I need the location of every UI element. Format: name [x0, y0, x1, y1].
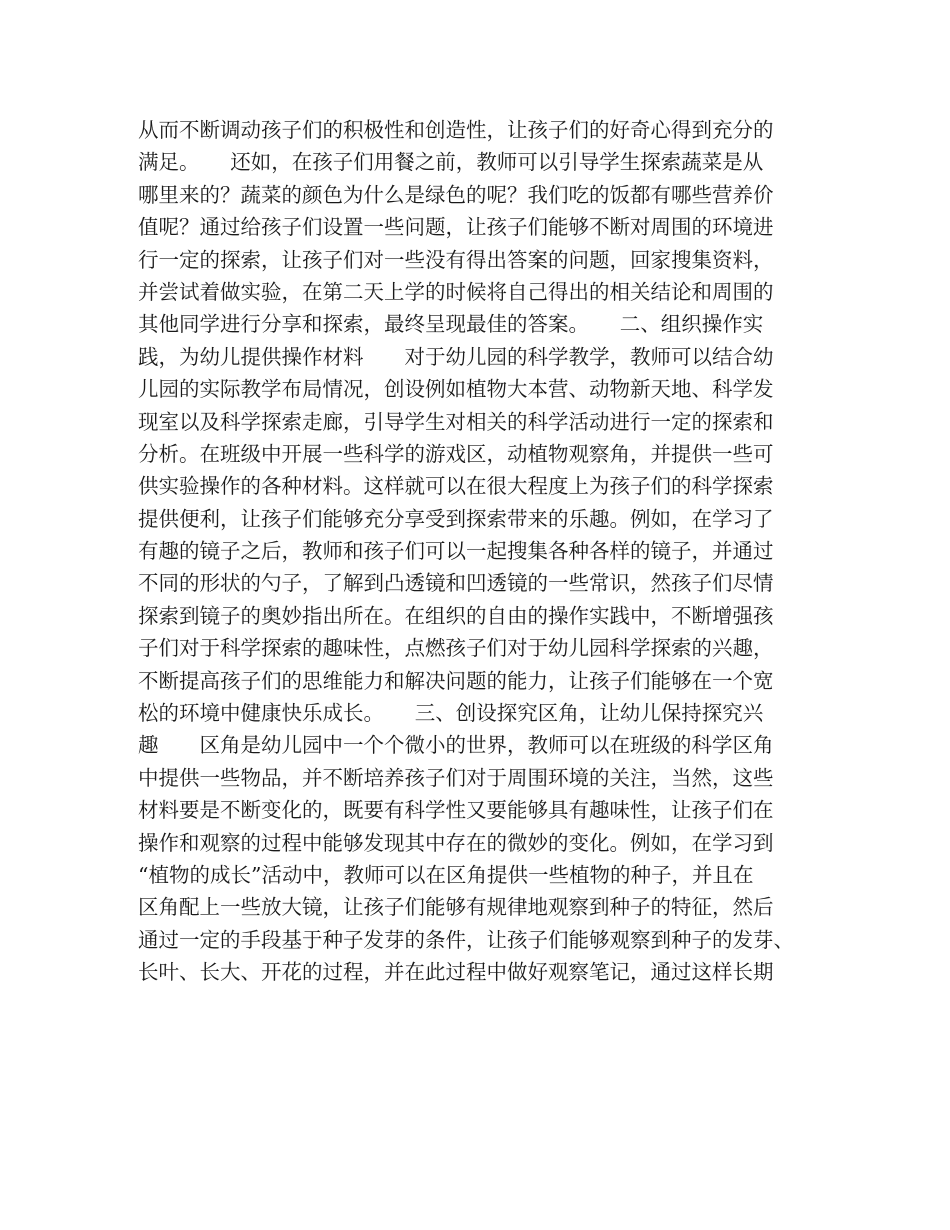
text-line: 分析。在班级中开展一些科学的游戏区，动植物观察角，并提供一些可: [138, 441, 774, 466]
text-line: 值呢？通过给孩子们设置一些问题，让孩子们能够不断对周围的环境进: [138, 215, 774, 240]
text-line: 不断提高孩子们的思维能力和解决问题的能力，让孩子们能够在一个宽: [138, 668, 774, 693]
text-line: 现室以及科学探索走廊，引导学生对相关的科学活动进行一定的探索和: [138, 409, 774, 434]
text-line: 趣 区角是幼儿园中一个个微小的世界，教师可以在班级的科学区角: [138, 733, 774, 758]
text-line: 通过一定的手段基于种子发芽的条件，让孩子们能够观察到种子的发芽、: [138, 927, 794, 952]
text-line: “植物的成长”活动中，教师可以在区角提供一些植物的种子，并且在: [138, 862, 754, 887]
text-line: 区角配上一些放大镜，让孩子们能够有规律地观察到种子的特征，然后: [138, 895, 774, 920]
text-line: 哪里来的？蔬菜的颜色为什么是绿色的呢？我们吃的饭都有哪些营养价: [138, 182, 774, 207]
text-line: 探索到镜子的奥妙指出所在。在组织的自由的操作实践中，不断增强孩: [138, 603, 774, 628]
text-line: 操作和观察的过程中能够发现其中存在的微妙的变化。例如，在学习到: [138, 830, 774, 855]
text-line: 子们对于科学探索的趣味性，点燃孩子们对于幼儿园科学探索的兴趣，: [138, 636, 774, 661]
text-line: 儿园的实际教学布局情况，创设例如植物大本营、动物新天地、科学发: [138, 377, 774, 402]
text-line: 从而不断调动孩子们的积极性和创造性，让孩子们的好奇心得到充分的: [138, 118, 774, 142]
text-line: 有趣的镜子之后，教师和孩子们可以一起搜集各种各样的镜子，并通过: [138, 539, 774, 564]
text-line: 并尝试着做实验，在第二天上学的时候将自己得出的相关结论和周围的: [138, 279, 774, 304]
text-line: 不同的形状的勺子，了解到凸透镜和凹透镜的一些常识，然孩子们尽情: [138, 571, 774, 596]
text-line: 长叶、长大、开花的过程，并在此过程中做好观察笔记，通过这样长期: [138, 960, 774, 985]
text-line: 提供便利，让孩子们能够充分享受到探索带来的乐趣。例如，在学习了: [138, 506, 774, 531]
text-line: 中提供一些物品，并不断培养孩子们对于周围环境的关注，当然，这些: [138, 765, 774, 790]
text-line: 满足。 还如，在孩子们用餐之前，教师可以引导学生探索蔬菜是从: [138, 150, 764, 175]
text-line: 供实验操作的各种材料。这样就可以在很大程度上为孩子们的科学探索: [138, 474, 774, 499]
text-line: 行一定的探索，让孩子们对一些没有得出答案的问题，回家搜集资料，: [138, 247, 774, 272]
text-line: 其他同学进行分享和探索，最终呈现最佳的答案。 二、组织操作实: [138, 312, 764, 337]
body-text: [138, 114, 828, 989]
text-line: 践，为幼儿提供操作材料 对于幼儿园的科学教学，教师可以结合幼: [138, 344, 774, 369]
text-line: 材料要是不断变化的，既要有科学性又要能够具有趣味性，让孩子们在: [138, 798, 774, 823]
text-line: 松的环境中健康快乐成长。 三、创设探究区角，让幼儿保持探究兴: [138, 701, 764, 726]
